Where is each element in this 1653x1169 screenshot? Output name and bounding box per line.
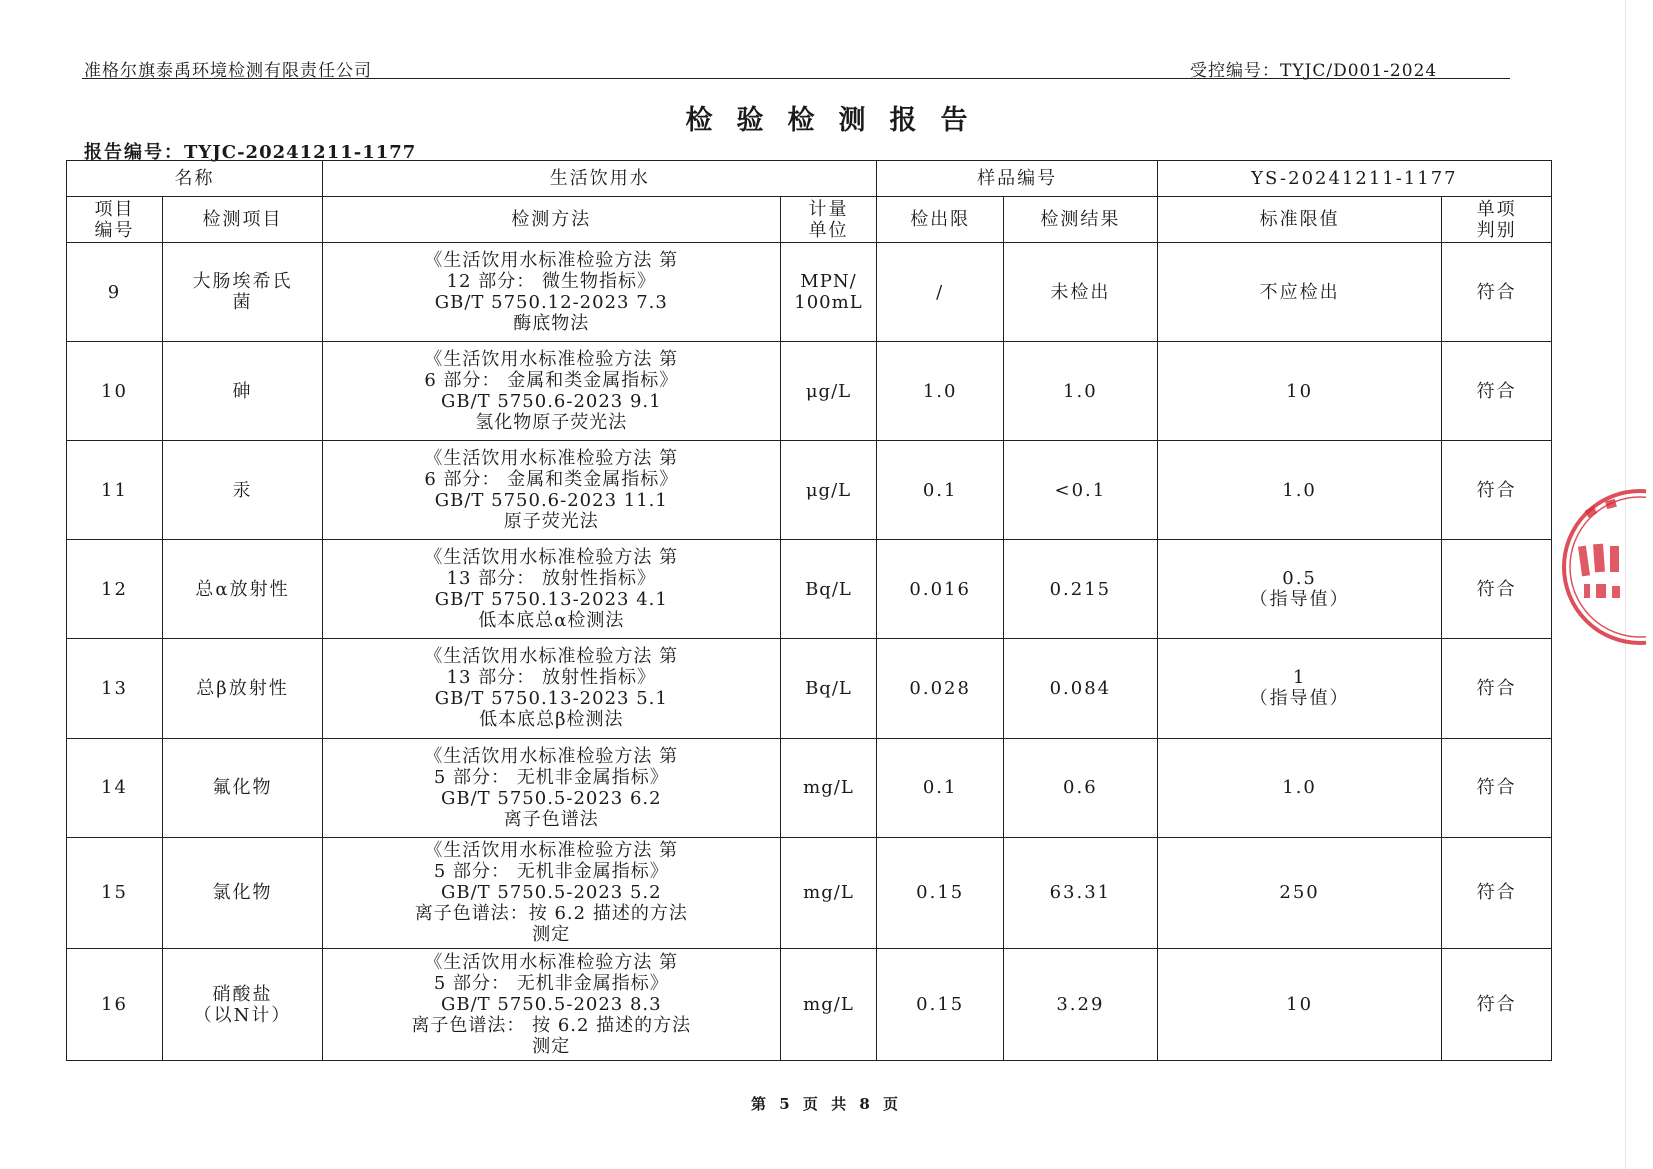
method (323, 738, 780, 837)
sample-number-value: YS-20241211-1177 (1157, 161, 1551, 197)
standard-limit (1157, 738, 1442, 837)
item-name (162, 738, 322, 837)
method-line: GB/T 5750.12-2023 7.3 (434, 292, 668, 314)
item-number: 16 (67, 949, 163, 1061)
standard-limit (1157, 949, 1442, 1061)
seal-icon (1556, 488, 1646, 646)
standard-limit (1157, 540, 1442, 639)
test-result: 未检出 (1003, 243, 1157, 342)
unit-line: mg/L (803, 882, 854, 904)
method-line: GB/T 5750.13-2023 5.1 (434, 688, 668, 710)
method-line: 5 部分： 无机非金属指标》 (433, 973, 669, 995)
judgement: 符合 (1442, 540, 1552, 639)
table-row (67, 837, 1552, 949)
sample-info-row (67, 161, 1552, 197)
method-line: 6 部分： 金属和类金属指标》 (424, 469, 679, 491)
header-divider (82, 78, 1510, 79)
col-result: 检测结果 (1003, 196, 1157, 242)
report-number-value: TYJC-20241211-1177 (184, 142, 417, 163)
company-name: 准格尔旗泰禹环境检测有限责任公司 (84, 61, 372, 81)
method-line: 《生活饮用水标准检验方法 第 (424, 646, 679, 668)
standard-line: （指导值） (1249, 589, 1350, 611)
item-number: 13 (67, 639, 163, 738)
method (323, 243, 780, 342)
item-name-line: 氟化物 (212, 777, 273, 799)
item-name (162, 837, 322, 949)
unit (780, 243, 877, 342)
report-title: 检验检测报告 (685, 105, 992, 136)
method-line: 氢化物原子荧光法 (475, 412, 628, 434)
item-name (162, 243, 322, 342)
method-line: 13 部分： 放射性指标》 (446, 568, 656, 590)
item-name (162, 639, 322, 738)
col-unit-line: 单位 (808, 219, 849, 241)
judgement: 符合 (1442, 342, 1552, 441)
method-line: 酶底物法 (513, 313, 590, 335)
detection-limit: 0.016 (877, 540, 1003, 639)
method-line: 《生活饮用水标准检验方法 第 (424, 547, 679, 569)
item-name-line: 总α放射性 (195, 578, 290, 600)
unit-line: Bq/L (805, 578, 852, 600)
unit-line: μg/L (805, 380, 852, 402)
method-line: 6 部分： 金属和类金属指标》 (424, 370, 679, 392)
method-line: GB/T 5750.5-2023 5.2 (440, 882, 662, 904)
method-line: 13 部分： 放射性指标》 (446, 667, 656, 689)
standard-limit (1157, 837, 1442, 949)
judgement: 符合 (1442, 243, 1552, 342)
test-result: 3.29 (1003, 949, 1157, 1061)
method-line: 《生活饮用水标准检验方法 第 (424, 952, 679, 974)
inspection-table (66, 160, 1552, 1061)
unit (780, 540, 877, 639)
standard-line: 1.0 (1282, 777, 1317, 799)
table-row (67, 949, 1552, 1061)
test-result: 0.084 (1003, 639, 1157, 738)
method-line: GB/T 5750.6-2023 11.1 (434, 490, 668, 512)
unit-line: Bq/L (805, 677, 852, 699)
test-result: <0.1 (1003, 441, 1157, 540)
column-header-row (67, 196, 1552, 242)
col-item-no (67, 196, 163, 242)
item-name-line: 氯化物 (212, 882, 273, 904)
unit-line: MPN/ (800, 271, 857, 293)
judgement: 符合 (1442, 949, 1552, 1061)
col-judge (1442, 196, 1552, 242)
method (323, 342, 780, 441)
item-name-line: 硝酸盐 (212, 983, 273, 1005)
col-item: 检测项目 (162, 196, 322, 242)
judgement: 符合 (1442, 441, 1552, 540)
test-result: 63.31 (1003, 837, 1157, 949)
unit (780, 441, 877, 540)
method (323, 837, 780, 949)
table-row (67, 540, 1552, 639)
standard-line: 不应检出 (1259, 281, 1340, 303)
method-line: 《生活饮用水标准检验方法 第 (424, 448, 679, 470)
unit (780, 949, 877, 1061)
table-row (67, 639, 1552, 738)
name-label: 名称 (67, 161, 323, 197)
method-line: 《生活饮用水标准检验方法 第 (424, 745, 679, 767)
standard-line: 1 (1292, 667, 1307, 689)
detection-limit: 0.1 (877, 441, 1003, 540)
official-seal-stamp (1556, 488, 1646, 646)
col-standard: 标准限值 (1157, 196, 1442, 242)
page-number: 第 5 页 共 8 页 (751, 1095, 902, 1113)
method-line: GB/T 5750.6-2023 9.1 (440, 391, 662, 413)
detection-limit: 0.15 (877, 949, 1003, 1061)
detection-limit: 0.1 (877, 738, 1003, 837)
method (323, 639, 780, 738)
unit (780, 639, 877, 738)
name-value: 生活饮用水 (323, 161, 877, 197)
col-unit-line: 计量 (808, 198, 849, 220)
detection-limit: / (877, 243, 1003, 342)
judgement: 符合 (1442, 837, 1552, 949)
test-result: 1.0 (1003, 342, 1157, 441)
method-line: 低本底总α检测法 (478, 610, 625, 632)
control-number: 受控编号：TYJC/D001-2024 (1190, 61, 1438, 81)
standard-line: 1.0 (1282, 479, 1317, 501)
method-line: 5 部分： 无机非金属指标》 (433, 766, 669, 788)
col-judge-line: 判别 (1476, 219, 1517, 241)
method-line: 《生活饮用水标准检验方法 第 (424, 250, 679, 272)
col-judge-line: 单项 (1476, 198, 1517, 220)
detection-limit: 1.0 (877, 342, 1003, 441)
item-name-line: 大肠埃希氏 (192, 271, 293, 293)
item-number: 9 (67, 243, 163, 342)
method-line: GB/T 5750.5-2023 8.3 (440, 994, 662, 1016)
standard-line: 250 (1279, 882, 1320, 904)
col-limit: 检出限 (877, 196, 1003, 242)
table-row (67, 738, 1552, 837)
item-number: 14 (67, 738, 163, 837)
col-item-no-line: 项目 (94, 198, 135, 220)
method-line: 低本底总β检测法 (479, 709, 624, 731)
table-row (67, 243, 1552, 342)
item-number: 12 (67, 540, 163, 639)
standard-line: 10 (1286, 994, 1314, 1016)
col-item-no-line: 编号 (94, 219, 135, 241)
sample-number-label: 样品编号 (877, 161, 1157, 197)
standard-limit (1157, 243, 1442, 342)
method-line: 《生活饮用水标准检验方法 第 (424, 349, 679, 371)
item-name (162, 342, 322, 441)
judgement: 符合 (1442, 639, 1552, 738)
method-line: 12 部分： 微生物指标》 (446, 271, 656, 293)
unit (780, 738, 877, 837)
standard-line: 0.5 (1282, 568, 1317, 590)
method-line: 《生活饮用水标准检验方法 第 (424, 840, 679, 862)
test-result: 0.215 (1003, 540, 1157, 639)
item-name-line: 砷 (232, 380, 253, 402)
item-name (162, 540, 322, 639)
method-line: 离子色谱法：按 6.2 描述的方法 (414, 903, 688, 925)
item-number: 11 (67, 441, 163, 540)
standard-limit (1157, 441, 1442, 540)
table-row (67, 441, 1552, 540)
detection-limit: 0.028 (877, 639, 1003, 738)
unit (780, 837, 877, 949)
method-line: 测定 (532, 1036, 571, 1058)
item-number: 15 (67, 837, 163, 949)
item-name-line: 汞 (232, 479, 253, 501)
method (323, 540, 780, 639)
col-method: 检测方法 (323, 196, 780, 242)
col-unit (780, 196, 877, 242)
unit-line: 100mL (794, 292, 863, 314)
method-line: 离子色谱法 (503, 808, 599, 830)
detection-limit: 0.15 (877, 837, 1003, 949)
item-name (162, 441, 322, 540)
standard-limit (1157, 639, 1442, 738)
item-name-line: 菌 (232, 292, 253, 314)
method (323, 441, 780, 540)
table-row (67, 342, 1552, 441)
item-name-line: 总β放射性 (196, 677, 289, 699)
unit (780, 342, 877, 441)
unit-line: μg/L (805, 479, 852, 501)
test-result: 0.6 (1003, 738, 1157, 837)
method-line: 原子荧光法 (503, 511, 599, 533)
judgement: 符合 (1442, 738, 1552, 837)
standard-line: （指导值） (1249, 688, 1350, 710)
method-line: 测定 (532, 924, 571, 946)
method-line: GB/T 5750.13-2023 4.1 (434, 589, 668, 611)
unit-line: mg/L (803, 777, 854, 799)
method-line: GB/T 5750.5-2023 6.2 (440, 787, 662, 809)
item-name-line: （以N计） (193, 1004, 292, 1026)
method-line: 离子色谱法： 按 6.2 描述的方法 (411, 1015, 692, 1037)
unit-line: mg/L (803, 994, 854, 1016)
item-name (162, 949, 322, 1061)
standard-limit (1157, 342, 1442, 441)
standard-line: 10 (1286, 380, 1314, 402)
method (323, 949, 780, 1061)
report-number-label: 报告编号： (84, 142, 184, 163)
item-number: 10 (67, 342, 163, 441)
method-line: 5 部分： 无机非金属指标》 (433, 861, 669, 883)
